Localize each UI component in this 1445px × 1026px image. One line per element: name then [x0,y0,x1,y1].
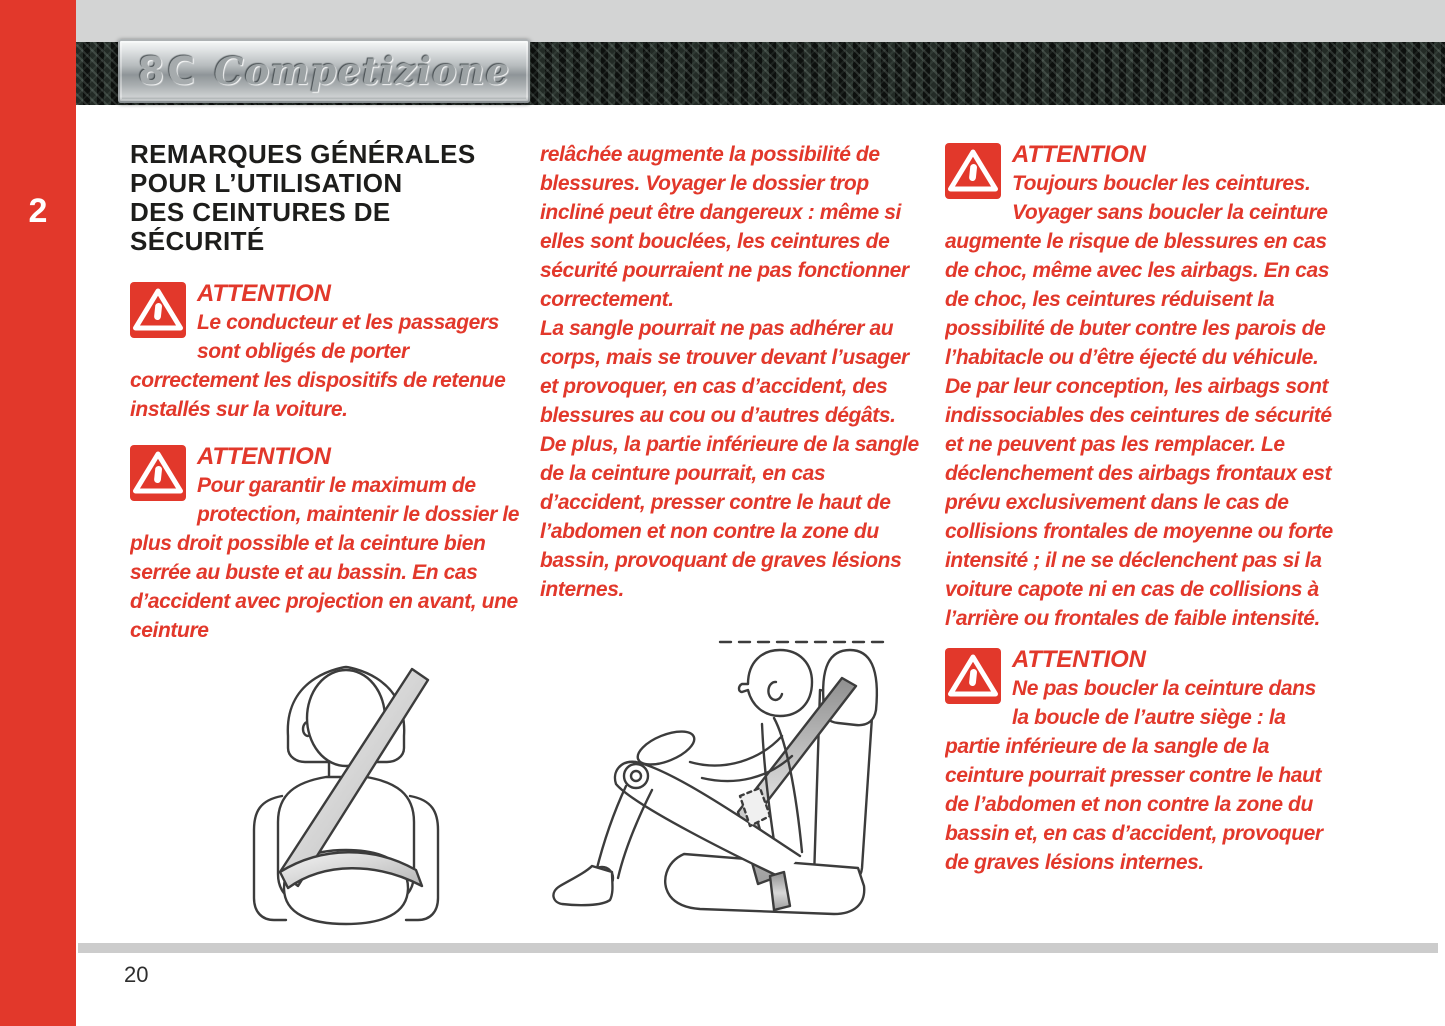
warning-block [945,645,1338,877]
chapter-number: 2 [28,192,48,230]
model-badge-prefix: 8C [137,49,199,93]
page-title-line: POUR L’UTILISATION [130,168,403,198]
warning-triangle-icon [130,282,186,338]
warning-triangle-icon [945,143,1001,199]
warning-triangle-icon [945,648,1001,704]
seatbelt-side-view-figure [524,620,896,932]
warning-text: Le conducteur et les passagers sont obligés de porter correctement les dispositifs de retenue installés sur la voiture. [130,311,506,421]
header-gray-band [76,0,1445,42]
footer-divider-bar [78,943,1438,953]
warning-block [130,442,520,645]
warning-triangle-icon [130,445,186,501]
warning-label: ATTENTION [1012,141,1146,168]
warning-text: Toujours boucler les ceintures. Voyager sans boucler la ceinture augmente le risque de blessures en cas de choc, même avec les airbags. En cas de choc, les ceintures réduisent la possibilité de buter contre les parois de l’habitacle ou d’être éjecté du véhicule. De par leur conception, les airbags sont indissociables des ceintures de sécurité et ne peuvent pas les remplacer. Le déclenchement des airbags frontaux est prévu exclusivement dans le cas de collisions frontales de moyenne ou forte intensité ; il ne se déclenchent pas si la voiture capote ni en cas de collisions à l’arrière ou frontales de faible intensité. [945,172,1333,630]
page-title-line: REMARQUES GÉNÉRALES [130,139,476,169]
page-number: 20 [124,962,149,987]
page-title-line: DES CEINTURES DE [130,197,391,227]
body-paragraph: relâchée augmente la possibilité de blessures. Voyager le dossier trop incliné peut être dangereux : même si elles sont bouclées, les ceintures de sécurité pourraient ne pas fonctionner correctement. [540,143,909,311]
warning-label: ATTENTION [1012,646,1146,673]
warning-block [945,140,1338,633]
warning-block [130,279,520,424]
page-title-line: SÉCURITÉ [130,226,265,256]
body-paragraph: La sangle pourrait ne pas adhérer au corps, mais se trouver devant l’usager et provoquer, en cas d’accident, des blessures au cou ou d’autres dégâts. De plus, la partie inférieure de la sangle de la ceinture pourrait, en cas d’accident, presser contre le haut de l’abdomen et non contre la zone du bassin, provoquant de graves lésions internes. [540,317,919,601]
warning-text: Pour garantir le maximum de protection, maintenir le dossier le plus droit possible et la ceinture bien serrée au buste et au bassin. En cas d’accident avec projection en avant, une ceinture [130,474,520,642]
column-1 [130,140,520,645]
model-badge-plate [118,39,530,103]
column-3 [945,140,1338,877]
page-title [130,140,520,256]
warning-label: ATTENTION [197,280,331,307]
warning-label: ATTENTION [197,443,331,470]
chapter-sidebar [0,0,76,1026]
column-2 [540,140,924,604]
model-badge-name: Competizione [214,49,511,93]
warning-text: Ne pas boucler la ceinture dans la boucle de l’autre siège : la partie inférieure de la sangle de la ceinture pourrait presser contre le haut de l’abdomen et non contre la zone du bassin et, en cas d’accident, provoquer de graves lésions internes. [945,677,1323,874]
seatbelt-front-view-figure [226,636,466,926]
